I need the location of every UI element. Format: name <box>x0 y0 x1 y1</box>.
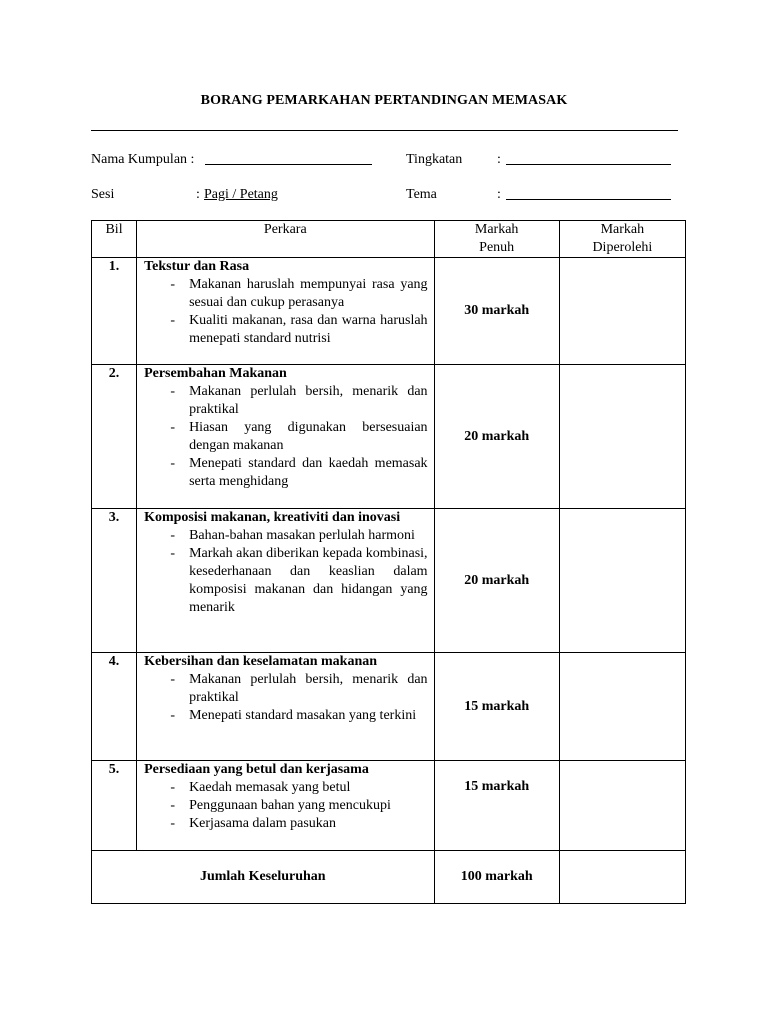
list-item: - Menepati standard masakan yang terkini <box>170 708 417 723</box>
marks-obtained-cell[interactable] <box>559 761 685 851</box>
tema-colon: : <box>497 187 501 202</box>
list-item: - Menepati standard dan kaedah memasak serta menghidang <box>170 456 428 489</box>
list-item: - Kerjasama dalam pasukan <box>170 816 337 831</box>
scoring-table <box>91 220 686 904</box>
title-divider <box>91 130 678 131</box>
tingkatan-label: Tingkatan <box>406 152 463 167</box>
total-row <box>92 851 686 904</box>
full-marks: 15 markah <box>434 761 559 851</box>
criterion-title: Persembahan Makanan <box>144 366 287 381</box>
sesi-label: Sesi <box>91 187 115 202</box>
criterion-title: Persediaan yang betul dan kerjasama <box>144 762 369 777</box>
full-marks: 20 markah <box>434 509 559 653</box>
table-row <box>92 509 686 653</box>
marks-obtained-cell[interactable] <box>559 509 685 653</box>
tema-label: Tema <box>406 187 437 202</box>
total-full-marks: 100 markah <box>434 851 559 904</box>
tingkatan-colon: : <box>497 152 501 167</box>
row-number: 1. <box>92 258 137 365</box>
row-number: 4. <box>92 653 137 761</box>
criterion-title: Kebersihan dan keselamatan makanan <box>144 654 378 669</box>
row-criteria <box>137 365 435 509</box>
form-title: BORANG PEMARKAHAN PERTANDINGAN MEMASAK <box>200 93 568 108</box>
list-item: - Makanan perlulah bersih, menarik dan praktikal <box>170 384 428 417</box>
list-item: - Bahan-bahan masakan perlulah harmoni <box>170 528 415 543</box>
row-number: 5. <box>92 761 137 851</box>
table-row <box>92 365 686 509</box>
table-row <box>92 761 686 851</box>
total-label: Jumlah Keseluruhan <box>92 851 435 904</box>
header-perkara: Perkara <box>137 221 435 258</box>
list-item: - Penggunaan bahan yang mencukupi <box>170 798 391 813</box>
criterion-title: Komposisi makanan, kreativiti dan inovasi <box>144 510 401 525</box>
sesi-value: Pagi / Petang <box>204 187 278 202</box>
list-item: - Markah akan diberikan kepada kombinasi, kesederhanaan dan keaslian dalam komposisi makanan dan hidangan yang menarik <box>170 546 428 615</box>
nama-kumpulan-field[interactable] <box>205 151 372 165</box>
row-criteria <box>137 761 435 851</box>
row-number: 3. <box>92 509 137 653</box>
row-number: 2. <box>92 365 137 509</box>
list-item: - Hiasan yang digunakan bersesuaian dengan makanan <box>170 420 428 453</box>
full-marks: 30 markah <box>434 258 559 365</box>
table-header-row <box>92 221 686 258</box>
marks-obtained-cell[interactable] <box>559 365 685 509</box>
marks-obtained-cell[interactable] <box>559 258 685 365</box>
list-item: - Kualiti makanan, rasa dan warna haruslah menepati standard nutrisi <box>170 313 428 346</box>
header-bil: Bil <box>92 221 137 258</box>
table-row <box>92 653 686 761</box>
total-obtained-cell[interactable] <box>559 851 685 904</box>
row-criteria <box>137 258 435 365</box>
full-marks: 20 markah <box>434 365 559 509</box>
row-criteria <box>137 509 435 653</box>
criterion-title: Tekstur dan Rasa <box>144 259 250 274</box>
row-criteria <box>137 653 435 761</box>
tema-field[interactable] <box>506 186 671 200</box>
header-markah-diperolehi: Markah Diperolehi <box>559 221 685 258</box>
full-marks: 15 markah <box>434 653 559 761</box>
header-markah-penuh: Markah Penuh <box>434 221 559 258</box>
list-item: - Makanan perlulah bersih, menarik dan praktikal <box>170 672 428 705</box>
sesi-colon: : <box>196 187 200 202</box>
nama-kumpulan-label: Nama Kumpulan : <box>91 152 195 167</box>
marks-obtained-cell[interactable] <box>559 653 685 761</box>
list-item: - Kaedah memasak yang betul <box>170 780 351 795</box>
tingkatan-field[interactable] <box>506 151 671 165</box>
list-item: - Makanan haruslah mempunyai rasa yang sesuai dan cukup perasanya <box>170 277 428 310</box>
table-row <box>92 258 686 365</box>
